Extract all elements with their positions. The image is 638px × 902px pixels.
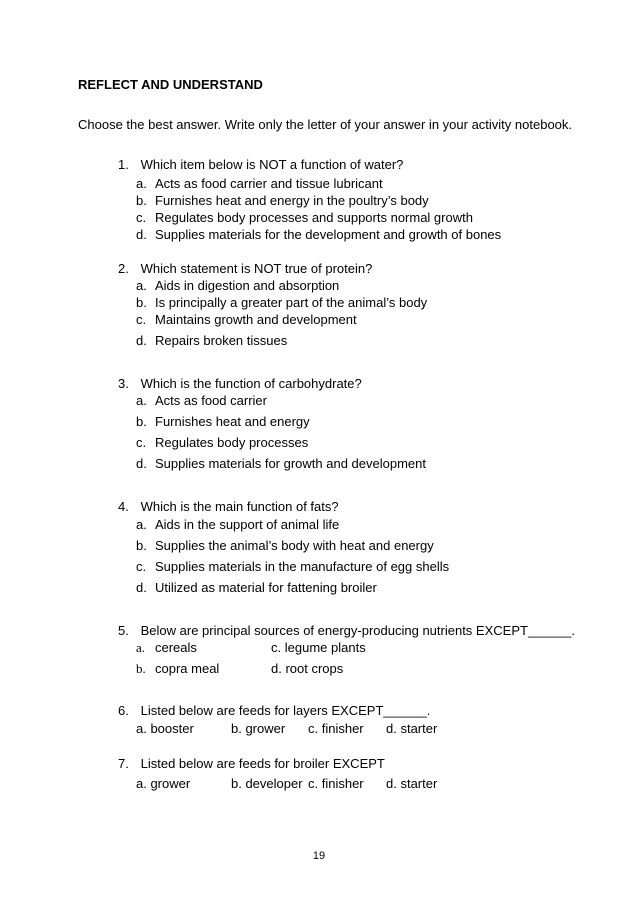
option-1d: d. Supplies materials for the development and growth of bones — [136, 227, 502, 242]
question-number: 7. — [118, 756, 129, 771]
option-5b: b. copra meal — [136, 661, 220, 676]
option-6b: b. grower — [231, 721, 286, 736]
option-2b: b. Is principally a greater part of the animal’s body — [136, 295, 428, 310]
question-4 — [118, 499, 339, 514]
option-3c: c. Regulates body processes — [136, 435, 309, 450]
option-3a: a. Acts as food carrier — [136, 393, 267, 408]
option-1c: c. Regulates body processes and supports normal growth — [136, 210, 473, 225]
option-4d: d. Utilized as material for fattening broiler — [136, 580, 377, 595]
page-number: 19 — [312, 850, 326, 862]
option-7b: b. developer — [231, 776, 303, 791]
option-6c: c. finisher — [308, 721, 364, 736]
option-3d: d. Supplies materials for growth and development — [136, 456, 426, 471]
option-2c: c. Maintains growth and development — [136, 312, 357, 327]
question-number: 1. — [118, 157, 129, 172]
question-number: 4. — [118, 499, 129, 514]
question-text: Which statement is NOT true of protein? — [140, 261, 373, 276]
question-text: Which is the function of carbohydrate? — [140, 376, 362, 391]
question-number: 3. — [118, 376, 129, 391]
option-4a: a. Aids in the support of animal life — [136, 517, 340, 532]
option-2a: a. Aids in digestion and absorption — [136, 278, 340, 293]
option-1b: b. Furnishes heat and energy in the poultry’s body — [136, 193, 429, 208]
question-3 — [118, 376, 362, 391]
option-6a: a. booster — [136, 721, 194, 736]
option-4b: b. Supplies the animal’s body with heat and energy — [136, 538, 434, 553]
option-5d: d. root crops — [271, 661, 344, 676]
question-text: Listed below are feeds for broiler EXCEPT — [140, 756, 385, 771]
option-5c: c. legume plants — [271, 640, 366, 655]
question-number: 2. — [118, 261, 129, 276]
question-text: Listed below are feeds for layers EXCEPT______. — [140, 703, 431, 718]
option-7a: a. grower — [136, 776, 191, 791]
question-number: 5. — [118, 623, 129, 638]
option-4c: c. Supplies materials in the manufacture of egg shells — [136, 559, 450, 574]
question-text: Which item below is NOT a function of water? — [140, 157, 404, 172]
option-7d: d. starter — [386, 776, 438, 791]
question-6 — [118, 703, 430, 718]
option-2d: d. Repairs broken tissues — [136, 333, 288, 348]
option-3b: b. Furnishes heat and energy — [136, 414, 310, 429]
option-5a: a. cereals — [136, 640, 197, 655]
question-text: Which is the main function of fats? — [140, 499, 339, 514]
instructions: Choose the best answer. Write only the letter of your answer in your activity notebook. — [78, 117, 573, 132]
question-number: 6. — [118, 703, 129, 718]
option-7c: c. finisher — [308, 776, 364, 791]
question-1 — [118, 157, 403, 172]
option-6d: d. starter — [386, 721, 438, 736]
question-5: 5. Below are principal sources of energy-producing nutrients EXCEPT______. — [118, 623, 575, 638]
answer-blank: ______ — [527, 623, 572, 638]
option-1a: a. Acts as food carrier and tissue lubricant — [136, 176, 383, 191]
question-7 — [118, 756, 385, 771]
section-title: REFLECT AND UNDERSTAND — [78, 77, 263, 92]
question-2 — [118, 261, 372, 276]
question-text: Below are principal sources of energy-producing nutrients EXCEPT — [140, 623, 528, 638]
